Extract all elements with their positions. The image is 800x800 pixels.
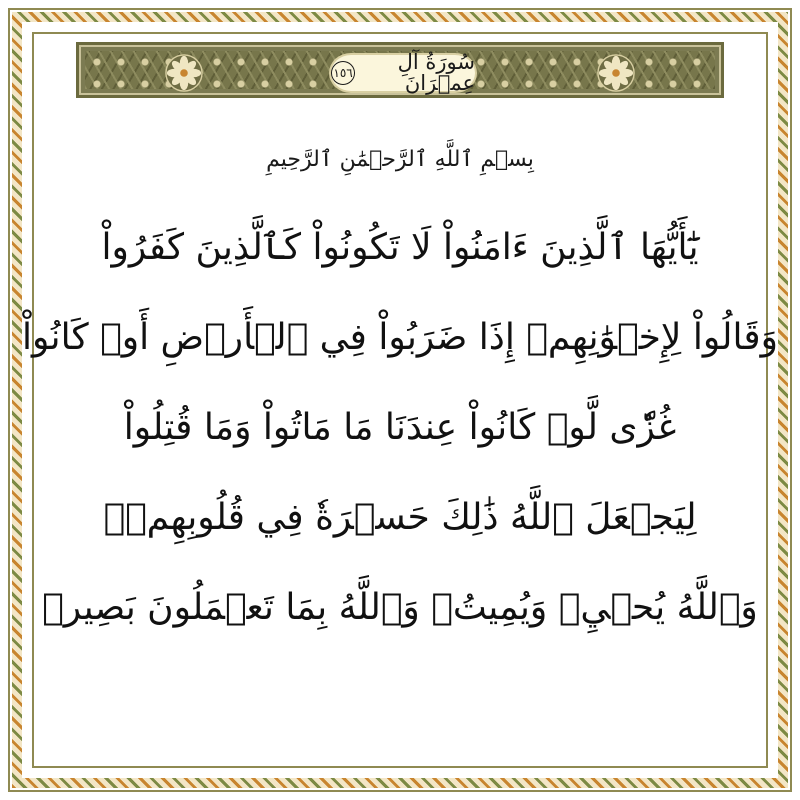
page-number-badge: ١٥٦	[331, 61, 355, 85]
verse-line-5: وَٱللَّهُ يُحۡيِۦ وَيُمِيتُۗ وَٱللَّهُ بِمَا تَعۡمَلُونَ بَصِيرٞ	[42, 587, 758, 628]
verse-line-1: يَٰٓأَيُّهَا ٱلَّذِينَ ءَامَنُواْ لَا تَكُونُواْ كَٱلَّذِينَ كَفَرُواْ	[101, 227, 699, 268]
verse-line-3: غُزّٗى لَّوۡ كَانُواْ عِندَنَا مَا مَاتُواْ وَمَا قُتِلُواْ	[123, 407, 677, 448]
verse-line-4: لِيَجۡعَلَ ٱللَّهُ ذَٰلِكَ حَسۡرَةٗ فِي قُلُوبِهِمۡۗ	[103, 497, 697, 538]
basmala: بِسۡمِ ٱللَّهِ ٱلرَّحۡمَٰنِ ٱلرَّحِيمِ	[266, 147, 534, 172]
surah-title-cartouche	[329, 50, 477, 95]
verse-line-2: وَقَالُواْ لِإِخۡوَٰنِهِمۡ إِذَا ضَرَبُواْ فِي ٱلۡأَرۡضِ أَوۡ كَانُواْ	[21, 317, 779, 358]
floral-rosette-icon	[597, 54, 635, 92]
surah-title-banner	[76, 42, 724, 98]
surah-name: سُورَةُ آلِ عِمۡرَانَ	[397, 50, 475, 95]
floral-rosette-icon	[165, 54, 203, 92]
verse-text	[21, 200, 779, 740]
